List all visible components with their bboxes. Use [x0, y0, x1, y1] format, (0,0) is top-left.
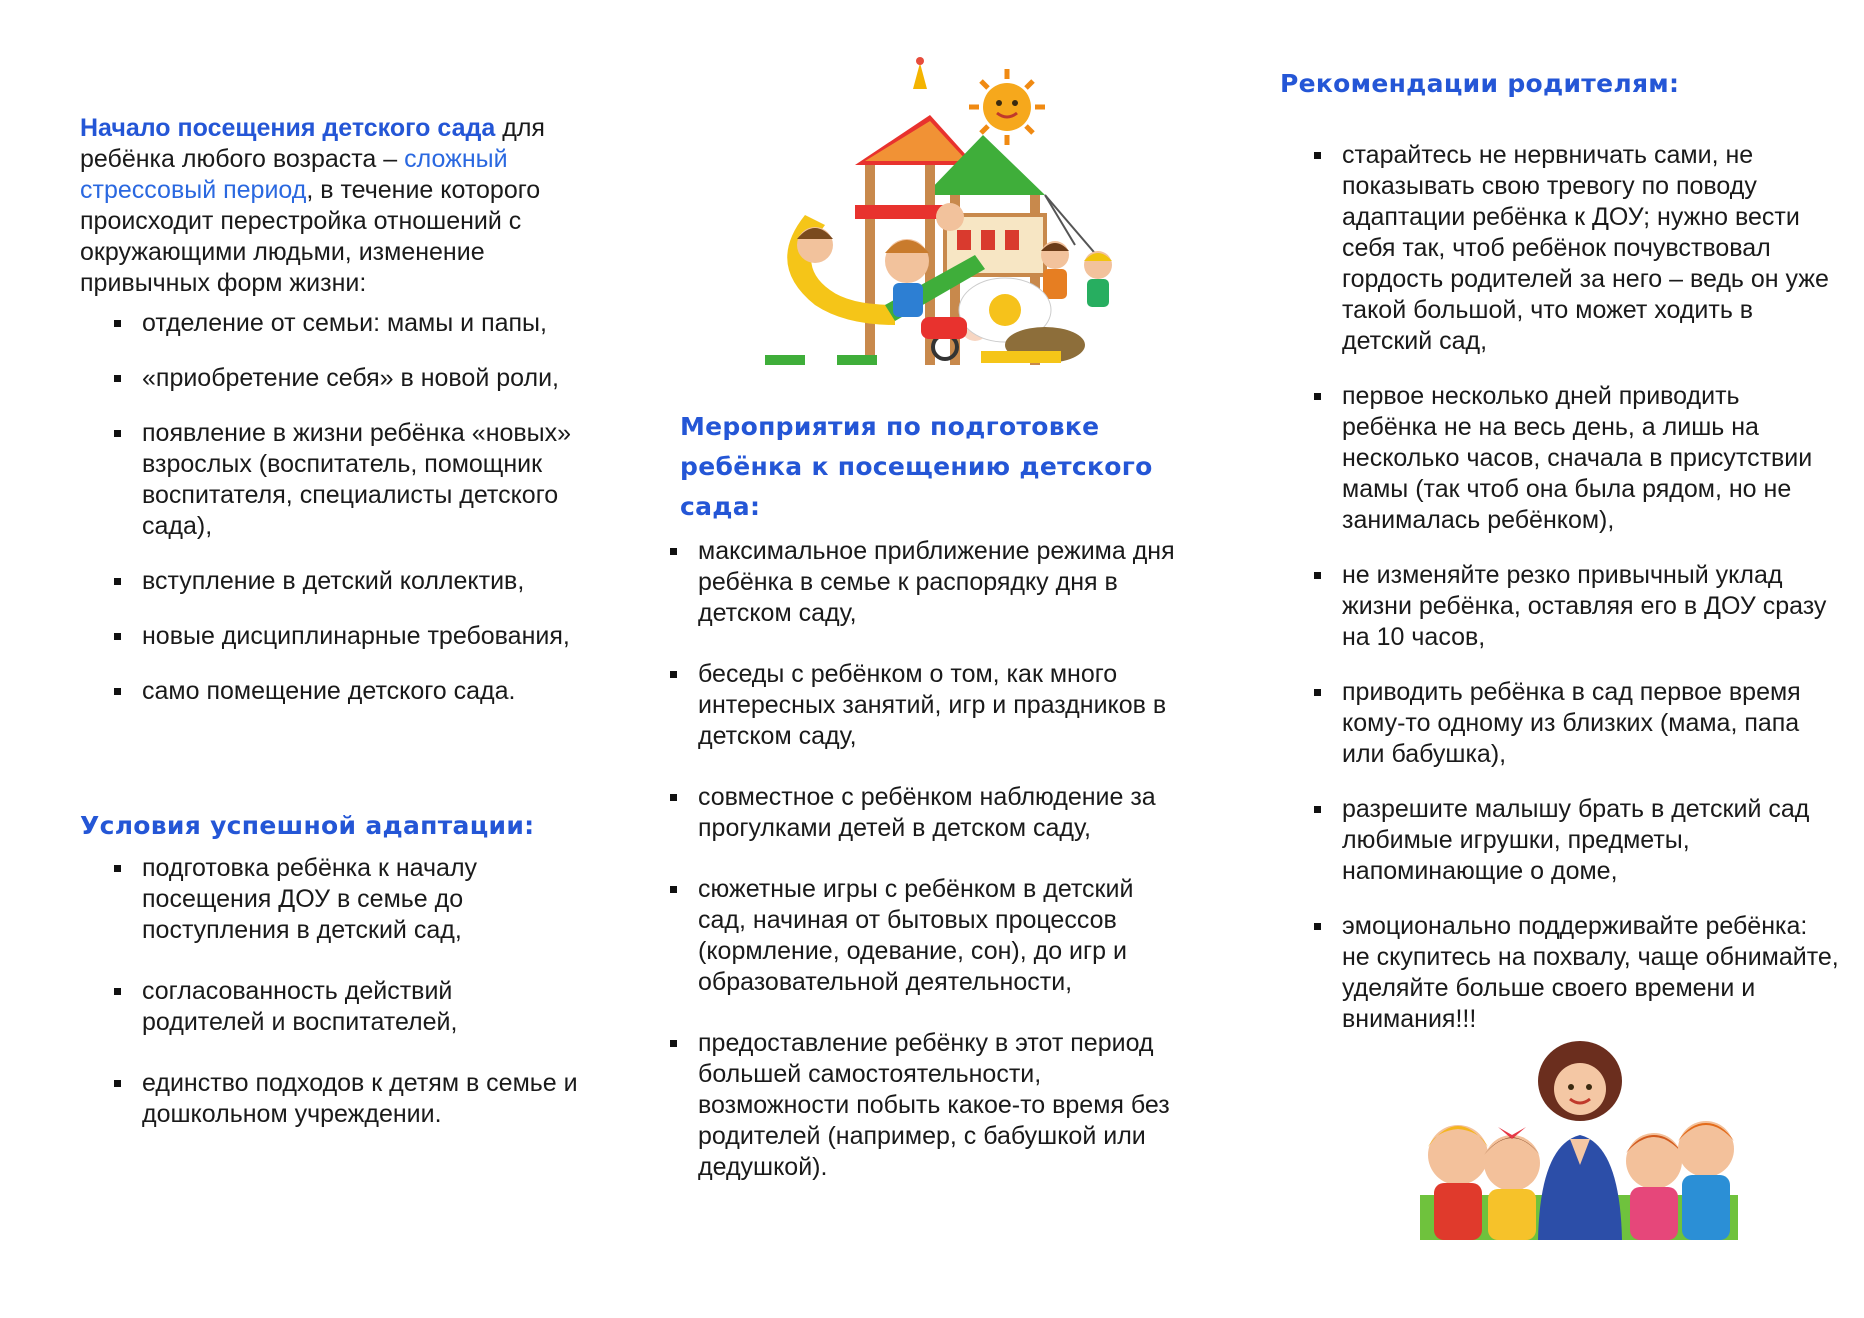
conditions-heading: Условия успешной адаптации: — [80, 811, 535, 840]
list-item: старайтесь не нервничать сами, не показывать свою тревогу по поводу адаптации ребёнка к ДОУ; нужно вести себя так, чтоб ребёнок почувствовал гордость родителей за него – ведь он уже такой большой, что может ходить в детский сад, — [1280, 140, 1840, 357]
list-item: не изменяйте резко привычный уклад жизни ребёнка, оставляя его в ДОУ сразу на 10 часов, — [1280, 560, 1840, 653]
list-item: приводить ребёнка в сад первое время кому-то одному из близких (мама, папа или бабушка), — [1280, 677, 1840, 770]
list-item: согласованность действий родителей и воспитателей, — [80, 976, 580, 1038]
intro-paragraph — [80, 113, 580, 299]
list-item: совместное с ребёнком наблюдение за прогулками детей в детском саду, — [636, 782, 1176, 844]
list-item: максимальное приближение режима дня ребёнка в семье к распорядку дня в детском саду, — [636, 536, 1176, 629]
intro-highlight-start: Начало посещения детского сада — [80, 114, 496, 142]
conditions-list — [80, 853, 580, 1160]
list-item: беседы с ребёнком о том, как много интересных занятий, игр и праздников в детском саду, — [636, 659, 1176, 752]
list-item: единство подходов к детям в семье и дошкольном учреждении. — [80, 1068, 580, 1130]
measures-heading: Мероприятия по подготовке ребёнка к посещению детского сада: — [680, 412, 1153, 521]
list-item: появление в жизни ребёнка «новых» взрослых (воспитатель, помощник воспитателя, специалисты детского сада), — [80, 418, 580, 542]
list-item: разрешите малышу брать в детский сад любимые игрушки, предметы, напоминающие о доме, — [1280, 794, 1840, 887]
list-item: эмоционально поддерживайте ребёнка: не скупитесь на похвалу, чаще обнимайте, уделяйте больше своего времени и внимания!!! — [1280, 911, 1840, 1035]
playground-illustration — [745, 55, 1125, 375]
intro-text: для ребёнка любого возраста – — [80, 114, 545, 173]
recommendations-list — [1280, 140, 1840, 1059]
list-item: новые дисциплинарные требования, — [80, 621, 580, 652]
intro-highlight-stress: сложный стрессовый период — [80, 145, 508, 204]
list-item: «приобретение себя» в новой роли, — [80, 363, 580, 394]
list-item: само помещение детского сада. — [80, 676, 580, 707]
measures-list — [636, 536, 1176, 1213]
intro-text-end: , в течение которого происходит перестройка отношений с окружающими людьми, изменение привычных форм жизни: — [80, 176, 541, 297]
list-item: подготовка ребёнка к началу посещения ДОУ в семье до поступления в детский сад, — [80, 853, 580, 946]
list-item: отделение от семьи: мамы и папы, — [80, 308, 580, 339]
list-item: сюжетные игры с ребёнком в детский сад, начиная от бытовых процессов (кормление, одевание, сон), до игр и образовательной деятельности, — [636, 874, 1176, 998]
list-item: вступление в детский коллектив, — [80, 566, 580, 597]
changes-list — [80, 308, 580, 731]
teacher-with-children-illustration — [1420, 1035, 1738, 1240]
recommendations-heading: Рекомендации родителям: — [1280, 69, 1680, 98]
list-item: первое несколько дней приводить ребёнка не на весь день, а лишь на несколько часов, сначала в присутствии мамы (так чтоб она была рядом, но не занималась ребёнком), — [1280, 381, 1840, 536]
list-item: предоставление ребёнку в этот период большей самостоятельности, возможности побыть какое-то время без родителей (например, с бабушкой или дедушкой). — [636, 1028, 1176, 1183]
